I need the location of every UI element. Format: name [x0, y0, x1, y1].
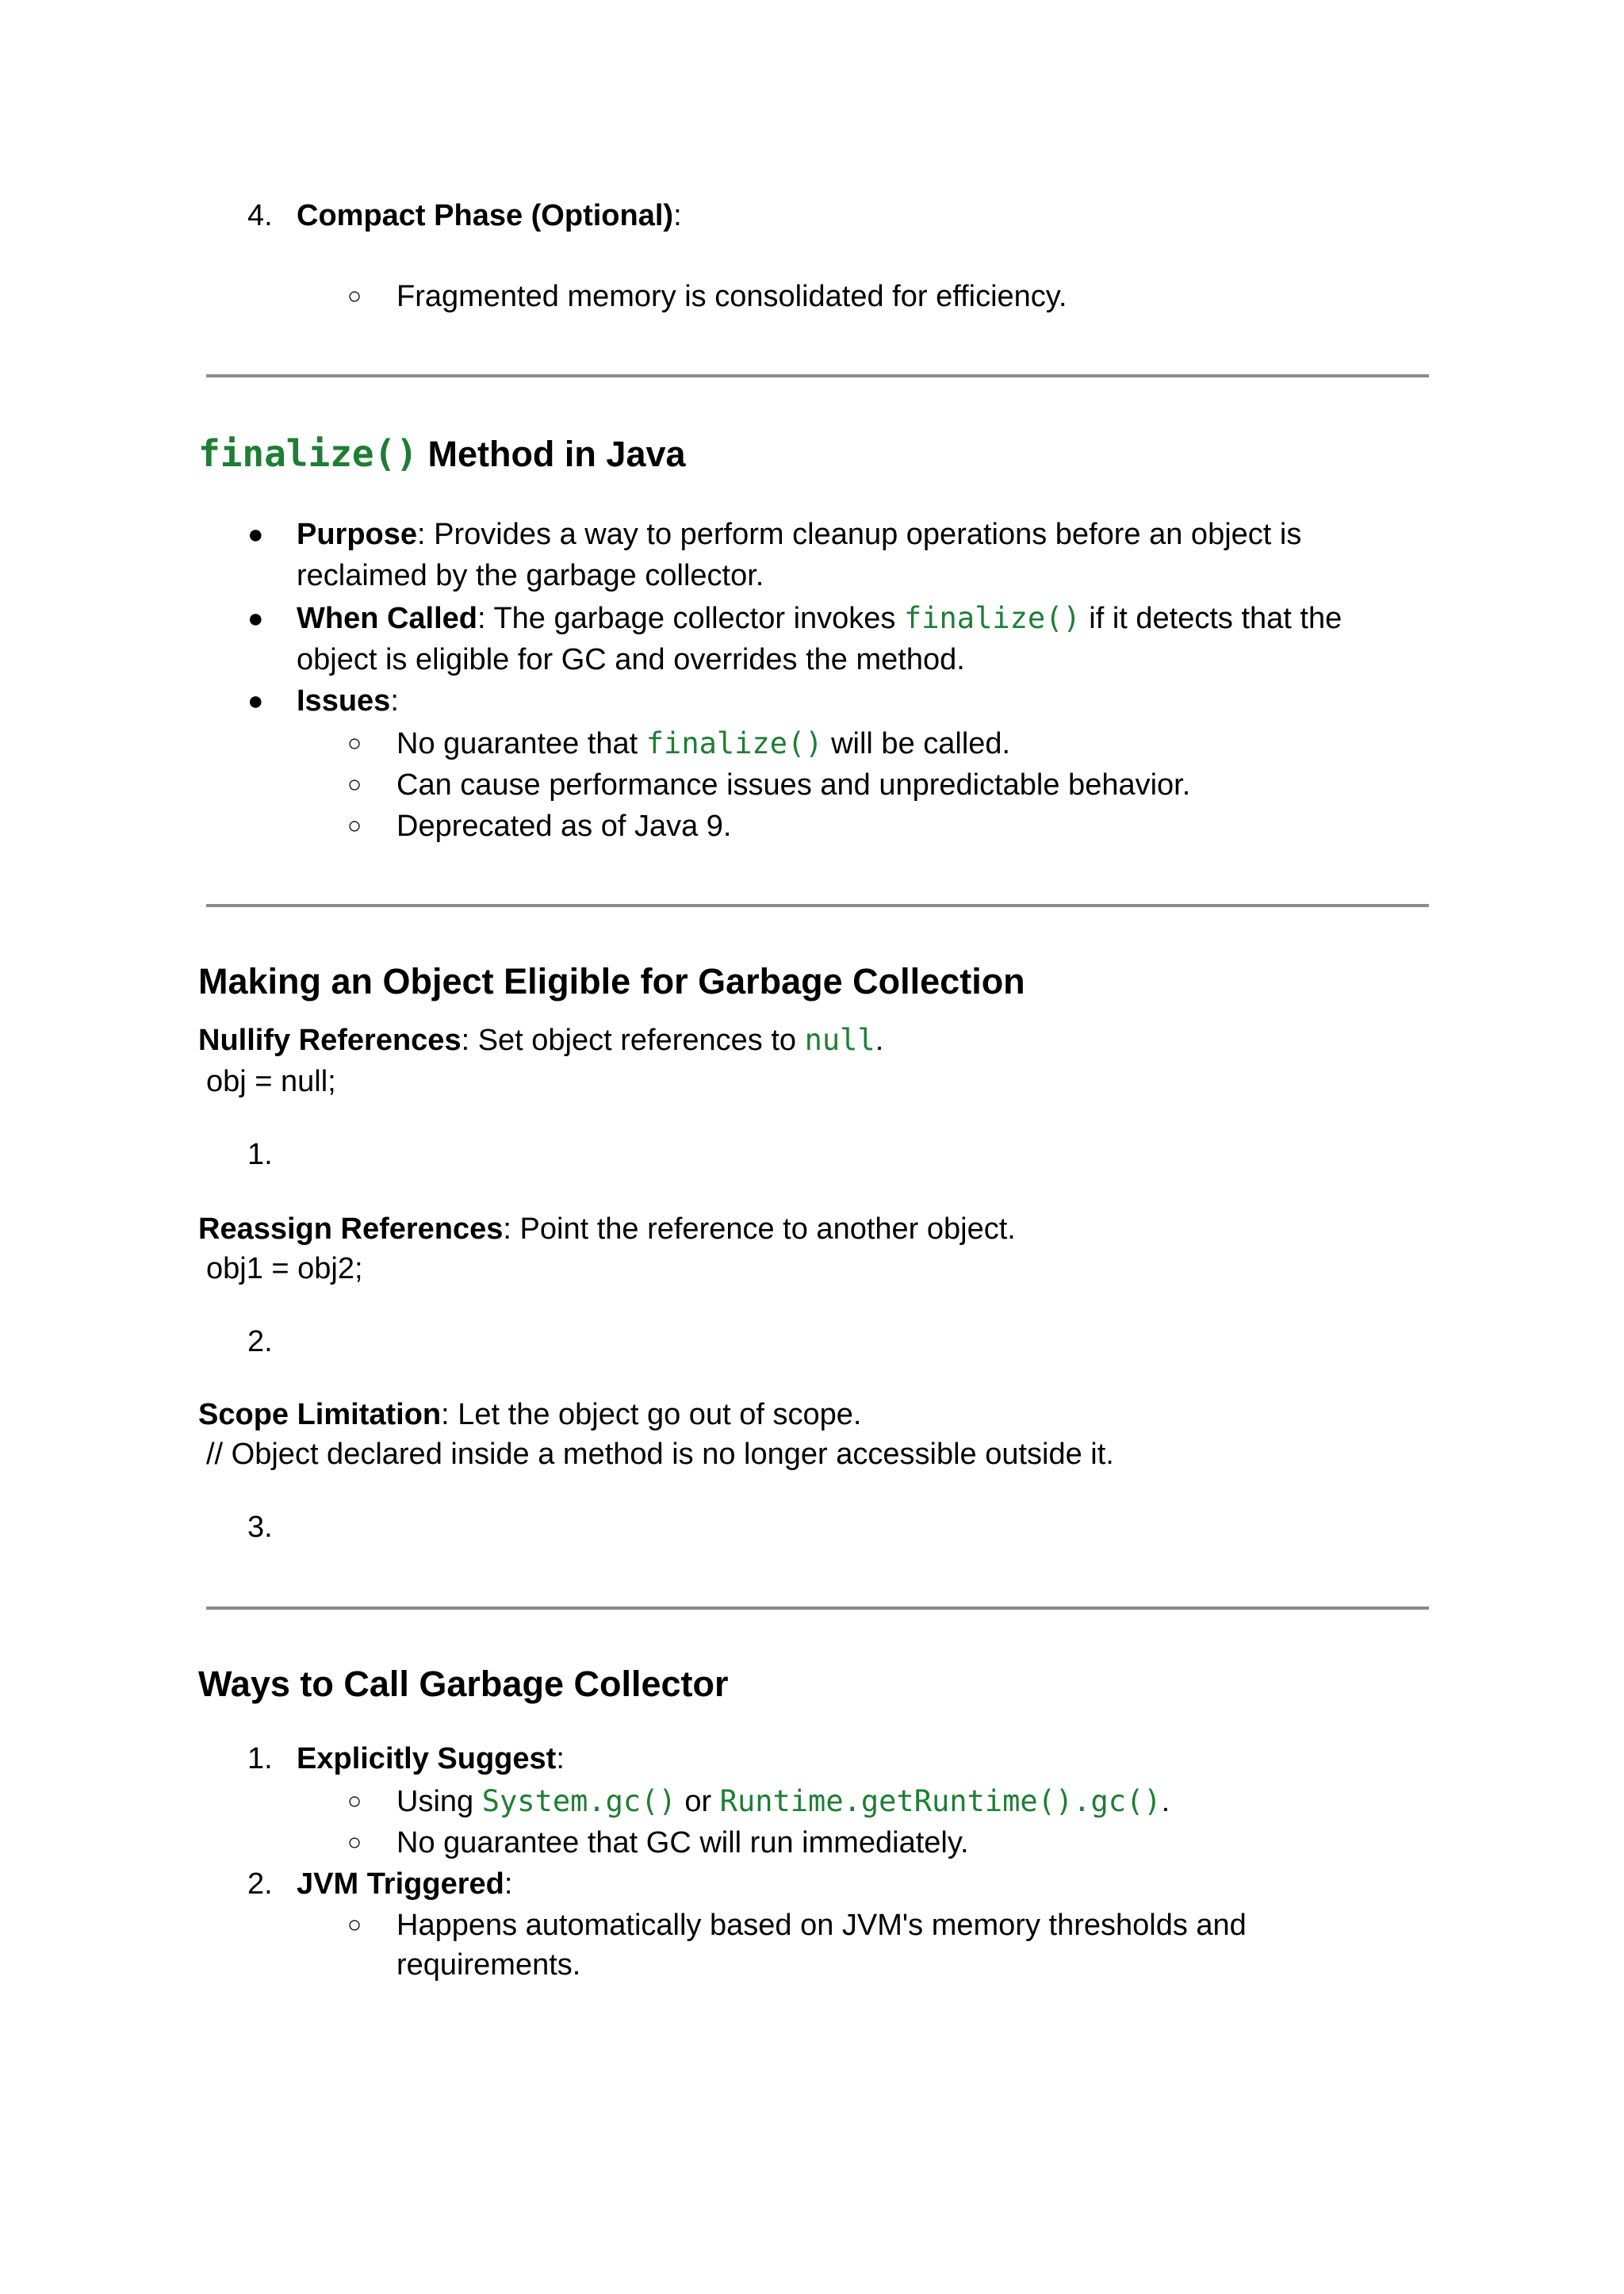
- scope-text: : Let the object go out of scope.: [441, 1398, 862, 1431]
- scope-item: [198, 1394, 861, 1435]
- purpose-label: Purpose: [297, 518, 418, 551]
- system-gc-code: System.gc(): [481, 1784, 676, 1818]
- purpose-item: [297, 514, 1301, 555]
- when-called-item: [297, 598, 1342, 639]
- list-number: 3.: [247, 1511, 273, 1544]
- using-text: Using: [396, 1785, 482, 1818]
- list-number: 2.: [247, 1867, 273, 1901]
- circle-bullet: ○: [347, 1829, 362, 1855]
- purpose-text-cont: reclaimed by the garbage collector.: [297, 559, 764, 592]
- colon: :: [390, 684, 399, 718]
- when-called-text-b: if it detects that the: [1080, 602, 1342, 635]
- jvm-text: Happens automatically based on JVM's memory thresholds and: [396, 1909, 1247, 1942]
- list-number: 2.: [247, 1325, 273, 1358]
- no-guarantee-item: No guarantee that GC will run immediately.: [396, 1826, 969, 1859]
- list-number-text: 4.: [247, 199, 273, 232]
- nullify-code: null: [804, 1023, 875, 1057]
- circle-bullet: ○: [347, 283, 362, 309]
- issues-item: [297, 680, 399, 722]
- finalize-heading-code: finalize(): [198, 432, 418, 475]
- issue-text: No guarantee that: [396, 727, 646, 760]
- colon: :: [556, 1742, 565, 1775]
- jvm-text-cont: requirements.: [396, 1948, 581, 1982]
- when-called-text: : The garbage collector invokes: [477, 602, 904, 635]
- issue-code: finalize(): [645, 726, 823, 760]
- scope-example: // Object declared inside a method is no longer accessible outside it.: [206, 1438, 1114, 1471]
- disc-bullet: ●: [247, 519, 264, 550]
- circle-bullet: ○: [347, 1788, 362, 1814]
- explicit-label: Explicitly Suggest: [297, 1742, 557, 1775]
- issue-item: [396, 723, 1010, 764]
- disc-bullet: ●: [247, 686, 264, 716]
- circle-bullet: ○: [347, 813, 362, 839]
- or-text: or: [676, 1785, 720, 1818]
- horizontal-rule: [206, 904, 1429, 907]
- ways-heading: Ways to Call Garbage Collector: [198, 1664, 729, 1704]
- colon: :: [673, 199, 682, 232]
- issue-item: Deprecated as of Java 9.: [396, 810, 732, 843]
- issue-text-b: will be called.: [822, 727, 1011, 760]
- compact-phase-title: Compact Phase (Optional): [297, 199, 674, 232]
- finalize-heading-text: Method in Java: [417, 434, 686, 474]
- reassign-item: [198, 1208, 1016, 1250]
- nullify-example: obj = null;: [206, 1065, 336, 1098]
- period: .: [1161, 1785, 1170, 1818]
- list-number: 1.: [247, 1138, 273, 1171]
- jvm-label: JVM Triggered: [297, 1867, 504, 1901]
- nullify-item: [198, 1020, 883, 1061]
- circle-bullet: ○: [347, 1912, 362, 1938]
- colon: :: [504, 1867, 513, 1901]
- circle-bullet: ○: [347, 772, 362, 798]
- when-called-label: When Called: [297, 602, 478, 635]
- reassign-example: obj1 = obj2;: [206, 1252, 363, 1285]
- when-called-text-cont: object is eligible for GC and overrides the method.: [297, 643, 965, 676]
- disc-bullet: ●: [247, 603, 264, 634]
- issue-item: Can cause performance issues and unpredictable behavior.: [396, 768, 1191, 802]
- runtime-gc-code: Runtime.getRuntime().gc(): [719, 1784, 1162, 1818]
- list-number: 1.: [247, 1742, 273, 1775]
- issues-label: Issues: [297, 684, 391, 718]
- horizontal-rule: [206, 1607, 1429, 1610]
- purpose-text: : Provides a way to perform cleanup operations before an object is: [417, 518, 1302, 551]
- reassign-label: Reassign References: [198, 1212, 504, 1246]
- using-item: [396, 1781, 1170, 1822]
- explicit-item: [297, 1738, 565, 1779]
- eligible-heading: Making an Object Eligible for Garbage Collection: [198, 961, 1025, 1001]
- horizontal-rule: [206, 374, 1429, 377]
- jvm-item: [297, 1863, 512, 1905]
- when-called-code: finalize(): [903, 601, 1081, 635]
- nullify-label: Nullify References: [198, 1024, 462, 1057]
- scope-label: Scope Limitation: [198, 1398, 442, 1431]
- reassign-text: : Point the reference to another object.: [503, 1212, 1016, 1246]
- finalize-heading: [198, 428, 686, 488]
- compact-phase-item: [297, 195, 682, 236]
- nullify-text: : Set object references to: [461, 1024, 805, 1057]
- nullify-end: .: [875, 1024, 884, 1057]
- circle-bullet: ○: [347, 730, 362, 756]
- list-number: [247, 195, 273, 236]
- compact-phase-detail: Fragmented memory is consolidated for efficiency.: [396, 280, 1067, 313]
